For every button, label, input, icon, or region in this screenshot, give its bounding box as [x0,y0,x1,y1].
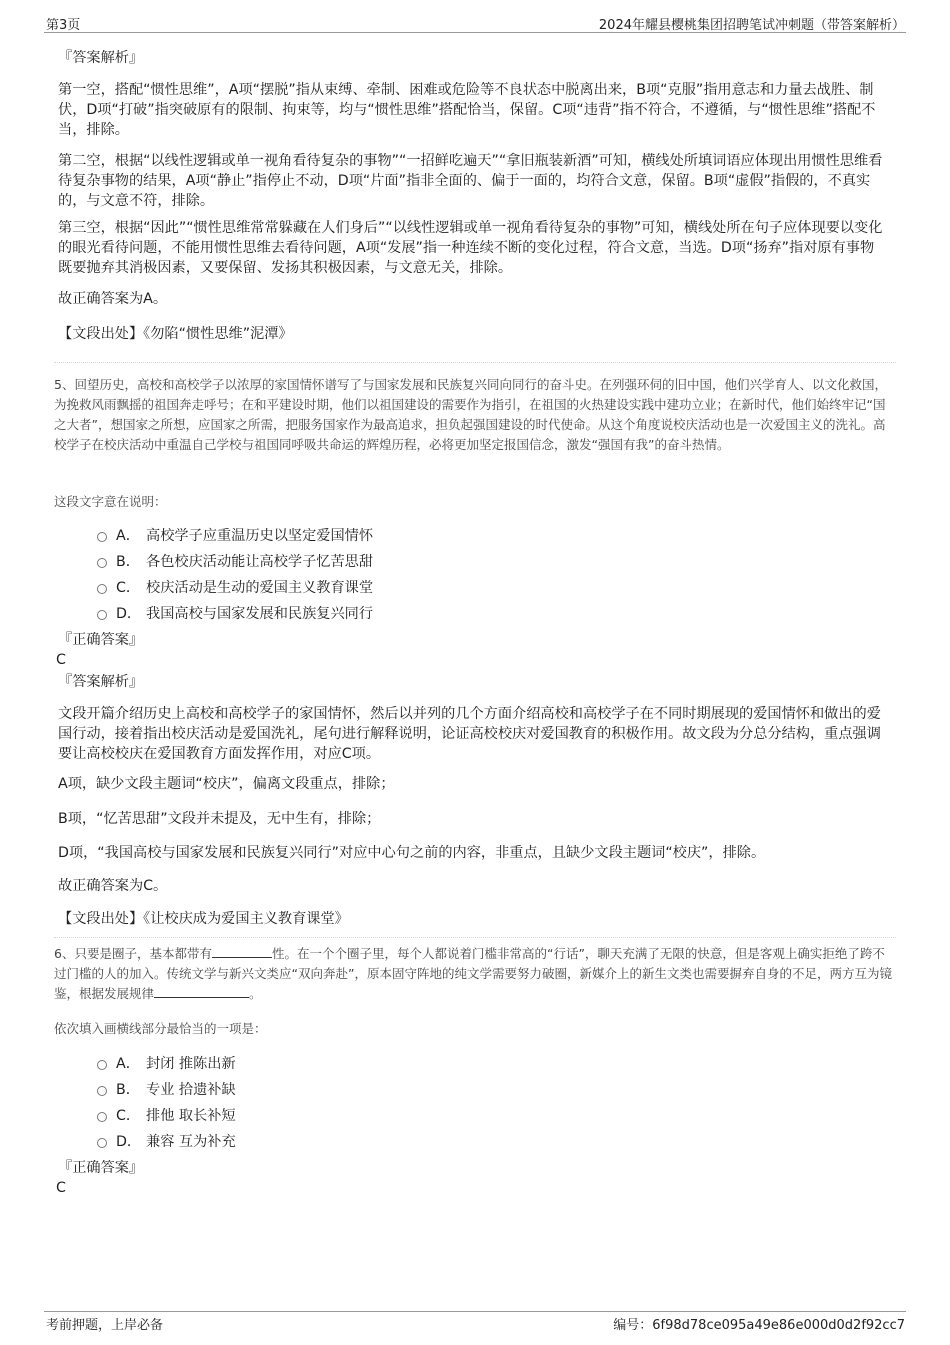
analysis-paragraph: 第三空，根据“因此”“惯性思维常常躲藏在人们身后”“以线性逻辑或单一视角看待复杂的事物”可知，横线处所在句子应体现要以变化的眼光看待问题，不能用惯性思维去看待问题，A项“发展”指一种连续不断的变化过程，符合文意，当选。D项“扬弃”指对原有事物既要抛弃其消极因素，又要保留、发扬其积极因素，与文意无关，排除。 [58,220,883,276]
option-text: 兼容 互为补充 [146,1134,236,1150]
option-d[interactable]: D． 兼容 互为补充 [97,1128,236,1154]
radio-button[interactable] [97,532,107,542]
answer-conclusion: 故正确答案为A。 [58,291,168,307]
analysis-paragraph: A项，缺少文段主题词“校庆”，偏离文段重点，排除； [58,776,395,792]
correct-answer-label: 『正确答案』 [58,632,144,648]
option-c[interactable]: C． 排他 取长补短 [97,1102,236,1128]
option-a[interactable]: A． 高校学子应重温历史以坚定爱国情怀 [97,522,373,548]
analysis-paragraph: 第二空，根据“以线性逻辑或单一视角看待复杂的事物”“一招鲜吃遍天”“拿旧瓶装新酒”可知，横线处所填词语应体现出用惯性思维看待复杂事物的结果，A项“静止”指停止不动，D项“片面”指非全面的、偏于一面的，均符合文意，保留。B项“虚假”指假的，不真实的，与文意不符，排除。 [58,153,883,209]
analysis-paragraph: B项，“忆苦思甜”文段并未提及，无中生有，排除； [58,811,381,827]
question-5-options [97,522,373,626]
correct-answer-label: 『正确答案』 [58,1160,144,1176]
analysis-paragraph: 第一空，搭配“惯性思维”，A项“摆脱”指从束缚、牵制、困难或危险等不良状态中脱离出来，B项“克服”指用意志和力量去战胜、制伏，D项“打破”指突破原有的限制、拘束等，均与“惯性思维”搭配恰当，保留。C项“违背”指不符合，不遵循，与“惯性思维”搭配不当，排除。 [58,82,876,138]
option-a[interactable]: A． 封闭 推陈出新 [97,1050,236,1076]
question-6-prompt: 依次填入画横线部分最恰当的一项是： [54,1021,267,1036]
radio-button[interactable] [97,1138,107,1148]
question-6-text: 6、只要是圈子，基本都带有 性。在一个个圈子里，每个人都说着门槛非常高的“行话”，聊天充满了无限的快意，但是客观上确实拒绝了跨不过门槛的人的加入。传统文学与新兴文类应“双向奔赴”，原本固守阵地的纯文学需要努力破圈，新媒介上的新生文类也需要摒弃自身的不足，两方互为镜鉴，根据发展规律 。 [54,946,892,1001]
option-text: 各色校庆活动能让高校学子忆苦思甜 [146,554,374,570]
option-text: 校庆活动是生动的爱国主义教育课堂 [146,580,374,596]
footer-divider [44,1311,906,1312]
option-text: 排他 取长补短 [146,1108,236,1124]
question-divider [54,362,896,363]
question-5-prompt: 这段文字意在说明： [54,494,167,509]
fill-blank-1 [212,945,272,958]
option-c[interactable]: C． 校庆活动是生动的爱国主义教育课堂 [97,574,373,600]
option-text: 我国高校与国家发展和民族复兴同行 [146,606,374,622]
analysis-label: 『答案解析』 [58,50,144,66]
option-text: 专业 拾遗补缺 [146,1082,236,1098]
footer-slogan: 考前押题，上岸必备 [46,1318,164,1333]
option-text: 高校学子应重温历史以坚定爱国情怀 [146,528,374,544]
option-b[interactable]: B． 专业 拾遗补缺 [97,1076,236,1102]
radio-button[interactable] [97,584,107,594]
source-citation: 【文段出处】《让校庆成为爱国主义教育课堂》 [58,911,349,927]
option-d[interactable]: D． 我国高校与国家发展和民族复兴同行 [97,600,373,626]
correct-answer: C [56,1180,66,1196]
radio-button[interactable] [97,1112,107,1122]
radio-button[interactable] [97,1060,107,1070]
question-divider [54,937,896,938]
option-text: 封闭 推陈出新 [146,1056,236,1072]
option-b[interactable]: B． 各色校庆活动能让高校学子忆苦思甜 [97,548,373,574]
correct-answer: C [56,652,66,668]
source-citation: 【文段出处】《勿陷“惯性思维”泥潭》 [58,326,293,342]
page-number: 第3页 [46,18,81,33]
header-divider [44,32,906,33]
analysis-paragraph: 文段开篇介绍历史上高校和高校学子的家国情怀，然后以并列的几个方面介绍高校和高校学子在不同时期展现的爱国情怀和做出的爱国行动，接着指出校庆活动是爱国洗礼，尾句进行解释说明，论证高校校庆对爱国教育的积极作用。故文段为分总分结构，重点强调要让高校校庆在爱国教育方面发挥作用，对应C项。 [58,706,881,762]
radio-button[interactable] [97,558,107,568]
document-code: 编号：6f98d78ce095a49e86e000d0d2f92cc7 [613,1318,905,1333]
analysis-paragraph: D项，“我国高校与国家发展和民族复兴同行”对应中心句之前的内容，非重点，且缺少文段主题词“校庆”，排除。 [58,845,766,861]
fill-blank-2 [154,985,249,998]
radio-button[interactable] [97,610,107,620]
analysis-label: 『答案解析』 [58,674,144,690]
question-6-options [97,1050,236,1154]
radio-button[interactable] [97,1086,107,1096]
answer-conclusion: 故正确答案为C。 [58,878,168,894]
question-5-text: 5、回望历史，高校和高校学子以浓厚的家国情怀谱写了与国家发展和民族复兴同向同行的奋斗史。在列强环伺的旧中国，他们兴学育人、以文化救国，为挽救风雨飘摇的祖国奔走呼号；在和平建设时期，他们以祖国建设的需要作为指引，在祖国的火热建设实践中建功立业；在新时代，他们始终牢记“国之大者”，想国家之所想，应国家之所需，把服务国家作为最高追求，担负起强国建设的时代使命。从这个角度说校庆活动也是一次爱国主义的洗礼。高校学子在校庆活动中重温自己学校与祖国同呼吸共命运的辉煌历程，必将更加坚定报国信念，激发“强国有我”的奋斗热情。 [54,377,887,452]
document-title: 2024年耀县樱桃集团招聘笔试冲刺题（带答案解析） [598,18,905,33]
